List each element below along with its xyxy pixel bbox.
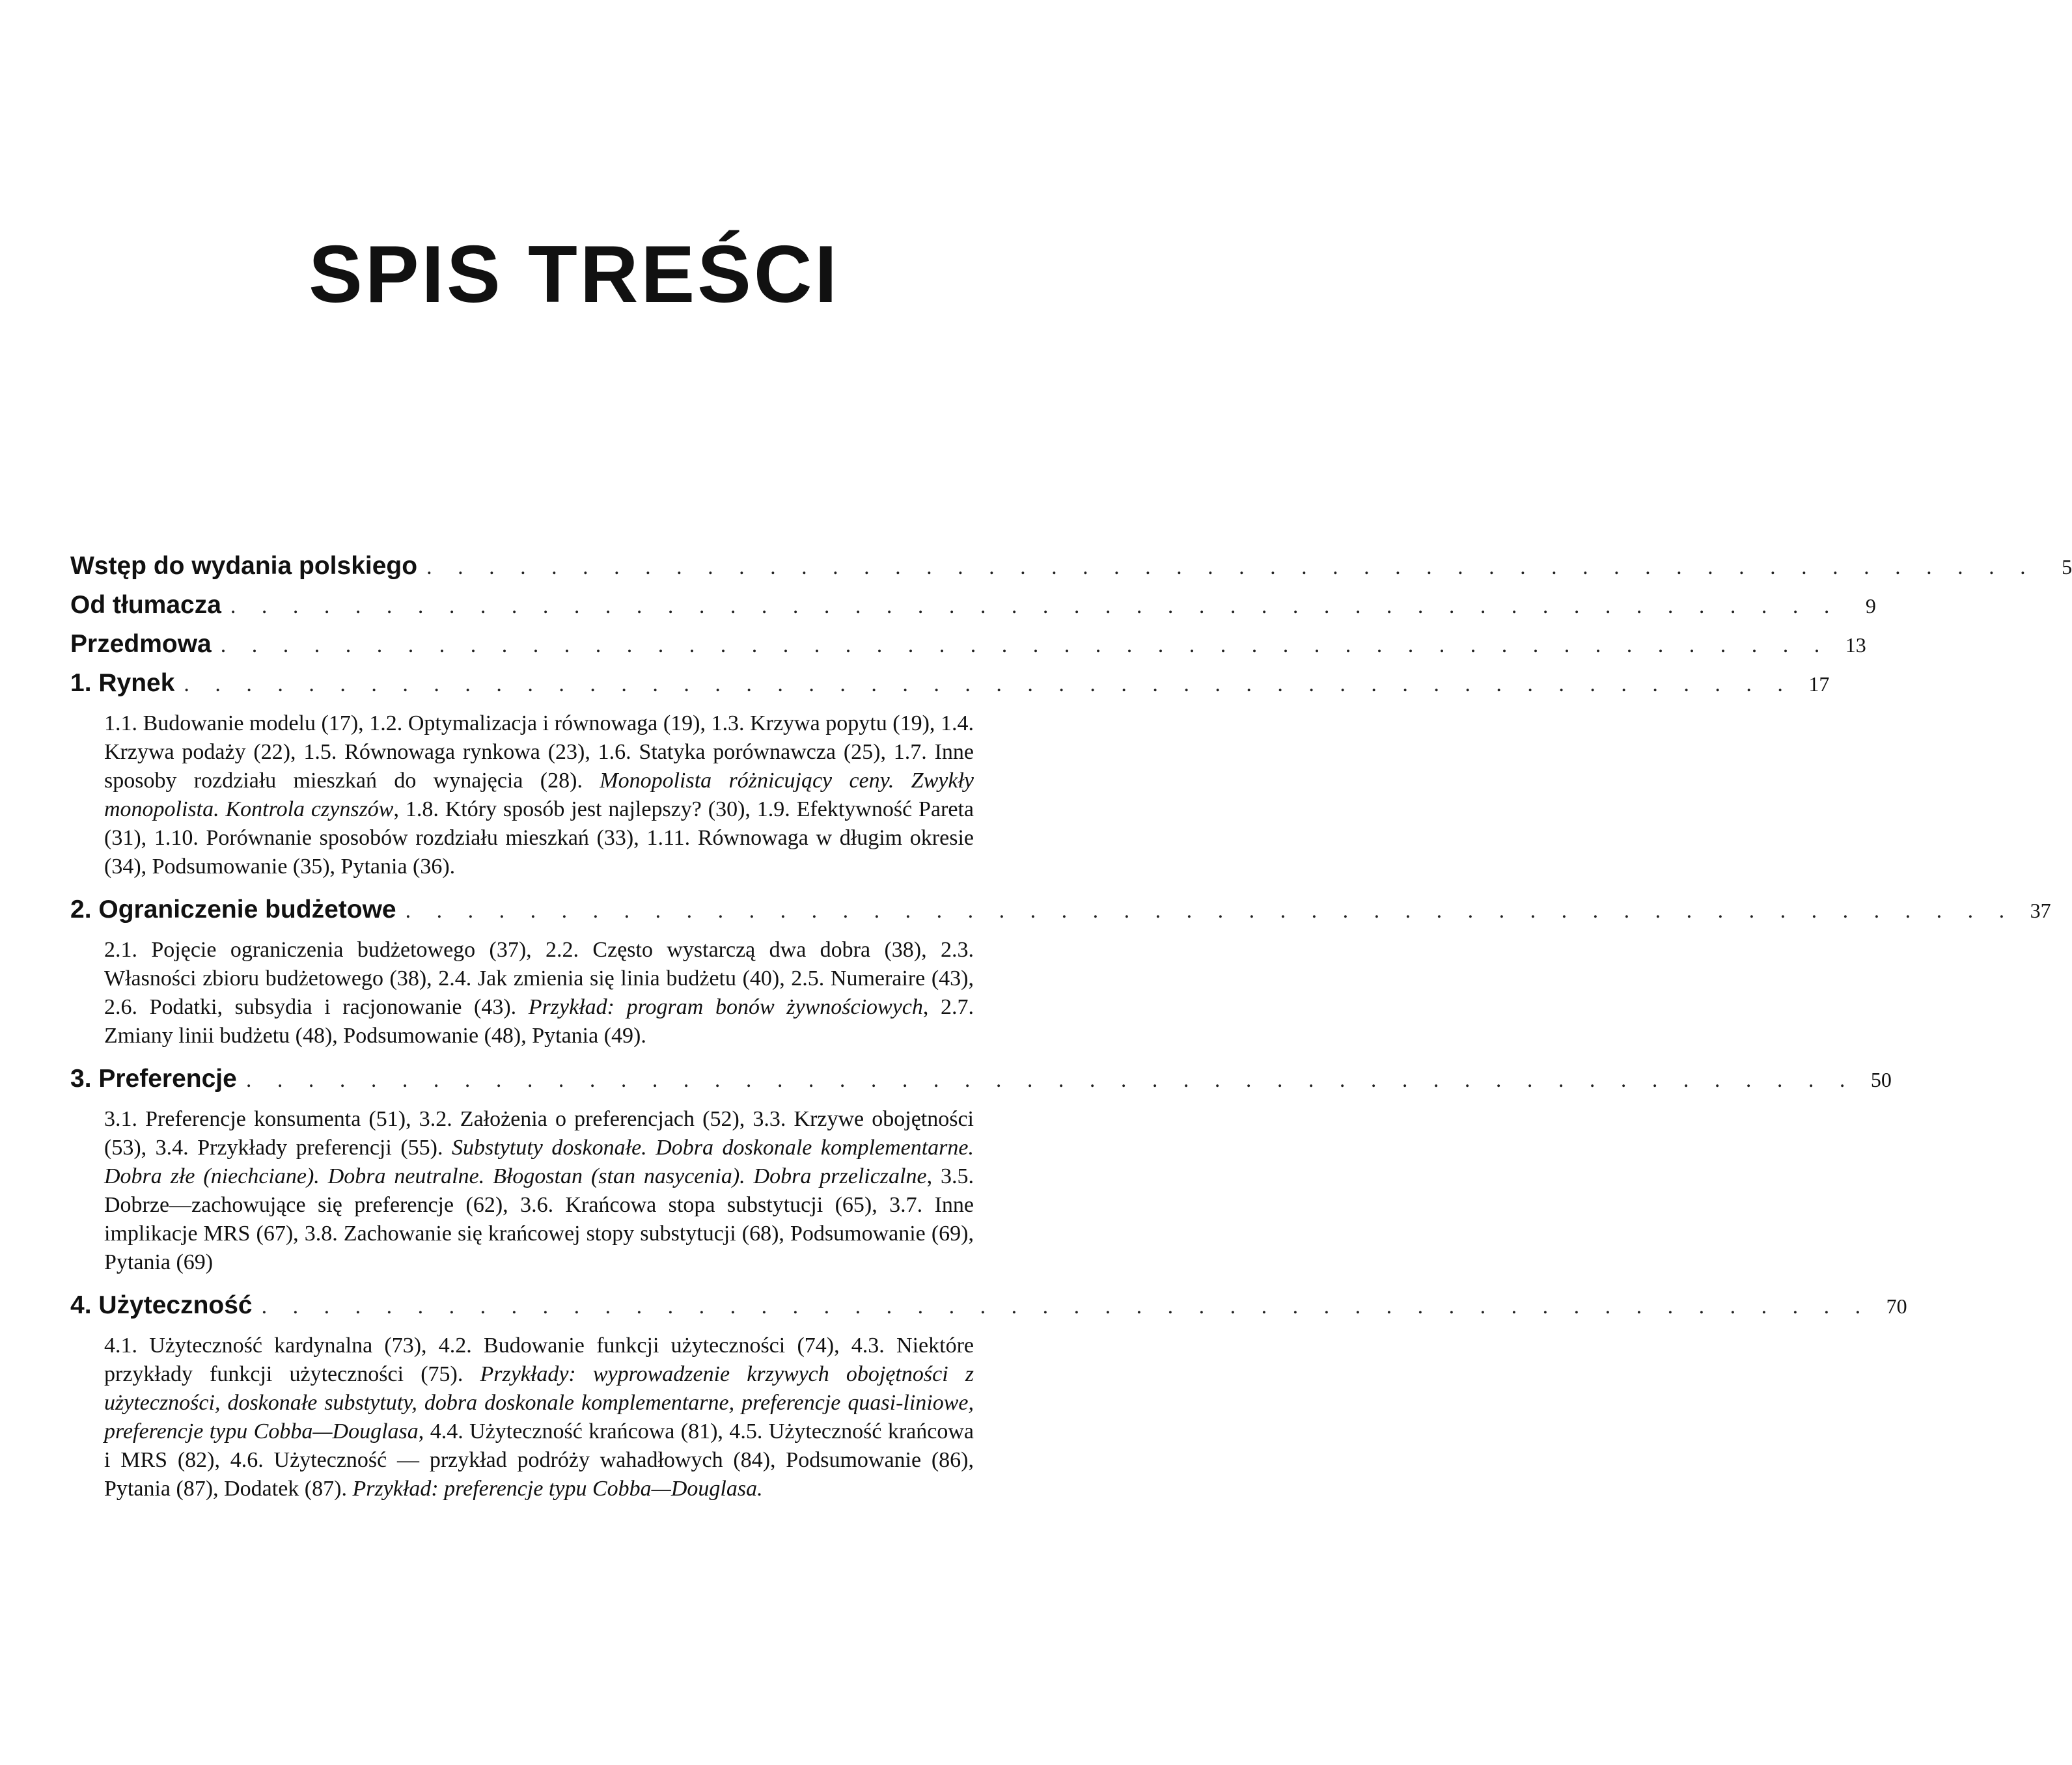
toc-entry-title[interactable]: Wstęp do wydania polskiego — [70, 552, 418, 580]
toc-entry-page: 70 — [1886, 1294, 1907, 1318]
toc-entry-head — [70, 630, 1866, 669]
desc-segment: 1.1. Budowanie modelu (17), 1.2. Optymalizacja i równowaga (19), 1.3. Krzywa popytu (19), 1.4. Krzywa podaży (22), 1.5. Równowaga rynkowa (23), 1.6. Statyka porównawcza (25), 1.7. Inne sposoby rozdziału mieszkań do wynajęcia (28). — [104, 711, 974, 793]
toc-entry-title[interactable]: 3. Preferencje — [70, 1065, 237, 1093]
toc-entry-page: 13 — [1845, 633, 1866, 657]
toc-entry-od-tlumacza — [70, 591, 1876, 630]
toc-entry-description — [104, 709, 974, 881]
desc-segment: 2.1. Pojęcie ograniczenia budżetowego (37), 2.2. Często wystarczą dwa dobra (38), 2.3. Własności zbioru budżetowego (38), 2.4. Jak zmienia się linia budżetu (40), 2.5. Numeraire (43), 2.6. Podatki, subsydia i racjonowanie (43). — [104, 938, 974, 1019]
toc-entry-wstep — [70, 552, 2072, 591]
dot-leader: . . . . . . . . . . . . . . . . . . . . . . . . . . . . . . . . . . . . . . . . . . . . . . . . . . . . — [405, 899, 2015, 923]
dot-leader: . . . . . . . . . . . . . . . . . . . . . . . . . . . . . . . . . . . . . . . . . . . . . . . . . . . . — [230, 594, 1840, 618]
dot-leader: . . . . . . . . . . . . . . . . . . . . . . . . . . . . . . . . . . . . . . . . . . . . . . . . . . . . — [426, 555, 2036, 579]
toc-entry-title[interactable]: 1. Rynek — [70, 669, 175, 697]
toc-entry-head — [70, 896, 2051, 935]
desc-segment-italic: Monopolista różnicujący ceny. Zwykły monopolista. Kontrola czynszów — [104, 769, 974, 821]
desc-segment: 3.1. Preferencje konsumenta (51), 3.2. Założenia o preferencjach (52), 3.3. Krzywe obojętności (53), 3.4. Przykłady preferencji (55). — [104, 1107, 974, 1160]
toc-entry-head — [70, 1291, 1907, 1330]
desc-segment-italic: Przykłady: wyprowadzenie krzywych obojętności z użyteczności, doskonałe substytuty, dobra doskonale komplementarne, preferencje quasi-liniowe, preferencje typu Cobba—Douglasa — [104, 1362, 974, 1443]
toc-entry-description — [104, 1105, 974, 1277]
toc-entry-description — [104, 936, 974, 1050]
toc-entry-przedmowa — [70, 630, 1866, 669]
toc-entry-description — [104, 1332, 974, 1503]
table-of-contents — [70, 552, 2072, 1503]
desc-segment-italic: Substytuty doskonałe. Dobra doskonale komplementarne. Dobra złe (niechciane). Dobra neutralne. Błogostan (stan nasycenia). Dobra przeliczalne — [104, 1136, 974, 1188]
toc-entry-title[interactable]: Od tłumacza — [70, 591, 221, 619]
toc-entry-page: 37 — [2030, 899, 2051, 922]
toc-entry-title[interactable]: 4. Użyteczność — [70, 1291, 253, 1319]
toc-entry-head — [70, 591, 1876, 630]
desc-segment: , 4.4. Użyteczność krańcowa (81), 4.5. Użyteczność krańcowa i MRS (82), 4.6. Użyteczność — przykład podróży wahadłowych (84), Podsumowanie (86), Pytania (87), Dodatek (87). — [104, 1419, 974, 1501]
desc-segment: , 2.7. Zmiany linii budżetu (48), Podsumowanie (48), Pytania (49). — [104, 995, 974, 1048]
toc-entry-page: 17 — [1808, 672, 1830, 696]
toc-entry-title[interactable]: Przedmowa — [70, 630, 212, 658]
desc-segment: , 1.8. Który sposób jest najlepszy? (30), 1.9. Efektywność Pareta (31), 1.10. Porównanie sposobów rozdziału mieszkań (33), 1.11. Równowaga w długim okresie (34), Podsumowanie (35), Pytania (36). — [104, 797, 974, 879]
toc-entry-chapter-1 — [70, 669, 1830, 881]
toc-entry-chapter-3 — [70, 1065, 1892, 1277]
toc-entry-page: 50 — [1870, 1068, 1892, 1091]
toc-entry-chapter-2 — [70, 896, 2051, 1050]
dot-leader: . . . . . . . . . . . . . . . . . . . . . . . . . . . . . . . . . . . . . . . . . . . . . . . . . . . . — [220, 633, 1830, 657]
toc-entry-head — [70, 669, 1830, 708]
desc-segment-italic: Przykład: preferencje typu Cobba—Douglasa. — [352, 1477, 763, 1501]
desc-segment-italic: Przykład: program bonów żywnościowych — [528, 995, 923, 1019]
toc-entry-page: 9 — [1865, 594, 1876, 618]
desc-segment: , 3.5. Dobrze—zachowujące się preferencje (62), 3.6. Krańcowa stopa substytucji (65), 3.7. Inne implikacje MRS (67), 3.8. Zachowanie się krańcowej stopy substytucji (68), Podsumowanie (69), Pytania (69) — [104, 1164, 974, 1274]
toc-entry-page: 5 — [2062, 555, 2072, 579]
dot-leader: . . . . . . . . . . . . . . . . . . . . . . . . . . . . . . . . . . . . . . . . . . . . . . . . . . . . — [245, 1068, 1855, 1092]
toc-entry-title[interactable]: 2. Ograniczenie budżetowe — [70, 896, 396, 924]
toc-entry-head — [70, 1065, 1892, 1104]
desc-segment: 4.1. Użyteczność kardynalna (73), 4.2. Budowanie funkcji użyteczności (74), 4.3. Niektóre przykłady funkcji użyteczności (75). — [104, 1334, 974, 1386]
dot-leader: . . . . . . . . . . . . . . . . . . . . . . . . . . . . . . . . . . . . . . . . . . . . . . . . . . . . — [184, 672, 1793, 696]
toc-entry-chapter-4 — [70, 1291, 1907, 1503]
toc-entry-head — [70, 552, 2072, 591]
page-title: SPIS TREŚCI — [309, 230, 840, 320]
dot-leader: . . . . . . . . . . . . . . . . . . . . . . . . . . . . . . . . . . . . . . . . . . . . . . . . . . . . — [261, 1294, 1871, 1319]
